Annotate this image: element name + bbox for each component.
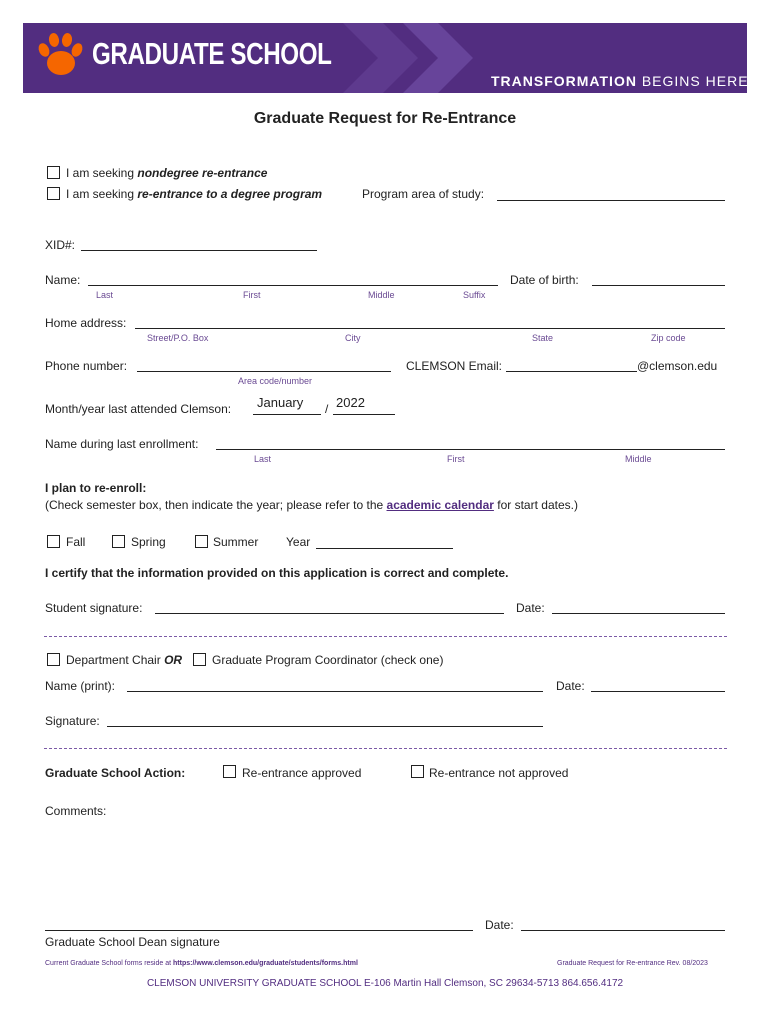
name-label: Name: — [45, 273, 81, 287]
name-sub-last: Last — [96, 290, 114, 300]
student-date-label: Date: — [516, 601, 545, 615]
phone-sub: Area code/number — [238, 376, 313, 386]
student-signature-field[interactable] — [155, 613, 504, 614]
department-chair-label: Department Chair OR — [66, 653, 183, 667]
forms-url-link[interactable]: https://www.clemson.edu/graduate/students/forms.html — [173, 960, 358, 967]
tiger-paw-icon — [36, 30, 86, 80]
enroll-sub-middle: Middle — [625, 454, 652, 464]
email-field[interactable] — [506, 371, 637, 372]
name-print-label: Name (print): — [45, 679, 116, 693]
header-tagline: TRANSFORMATION BEGINS HERE — [491, 73, 749, 89]
name-sub-middle: Middle — [368, 290, 395, 300]
comments-label: Comments: — [45, 804, 107, 818]
program-area-label: Program area of study: — [362, 187, 485, 201]
approved-label: Re-entrance approved — [242, 766, 362, 780]
program-area-field[interactable] — [497, 200, 725, 201]
fall-label: Fall — [66, 535, 86, 549]
academic-calendar-link[interactable]: academic calendar — [386, 498, 494, 512]
department-chair-checkbox[interactable] — [47, 653, 60, 666]
phone-field[interactable] — [137, 371, 391, 372]
last-attended-label: Month/year last attended Clemson: — [45, 402, 232, 416]
coordinator-label: Graduate Program Coordinator (check one) — [212, 653, 444, 667]
not-approved-label: Re-entrance not approved — [429, 766, 569, 780]
dean-signature-field[interactable] — [45, 930, 473, 931]
addr-sub-street: Street/P.O. Box — [147, 333, 209, 343]
dean-date-field[interactable] — [521, 930, 725, 931]
last-attended-separator: / — [325, 402, 329, 416]
certify-statement: I certify that the information provided on this application is correct and complete. — [45, 566, 509, 580]
name-print-field[interactable] — [127, 691, 543, 692]
forms-note: Current Graduate School forms reside at https://www.clemson.edu/graduate/students/forms.html — [45, 960, 358, 967]
address-field[interactable] — [135, 328, 725, 329]
addr-sub-city: City — [345, 333, 361, 343]
dean-date-label: Date: — [485, 918, 514, 932]
name-sub-suffix: Suffix — [463, 290, 486, 300]
addr-sub-zip: Zip code — [651, 333, 686, 343]
student-signature-label: Student signature: — [45, 601, 143, 615]
enroll-sub-first: First — [447, 454, 465, 464]
address-label: Home address: — [45, 316, 127, 330]
nondegree-checkbox[interactable] — [47, 166, 60, 179]
fall-checkbox[interactable] — [47, 535, 60, 548]
year-field[interactable] — [316, 548, 453, 549]
phone-label: Phone number: — [45, 359, 128, 373]
spring-checkbox[interactable] — [112, 535, 125, 548]
last-attended-year-field[interactable] — [333, 414, 395, 415]
form-title: Graduate Request for Re-Entrance — [253, 110, 517, 127]
enroll-sub-last: Last — [254, 454, 272, 464]
coordinator-checkbox[interactable] — [193, 653, 206, 666]
footer-address: CLEMSON UNIVERSITY GRADUATE SCHOOL E-106 Martin Hall Clemson, SC 29634-5713 864.656.4172 — [146, 978, 624, 989]
reenroll-instructions: (Check semester box, then indicate the year; please refer to the academic calendar for start dates.) — [45, 498, 578, 512]
summer-label: Summer — [213, 535, 259, 549]
name-field[interactable] — [88, 285, 498, 286]
email-suffix: @clemson.edu — [637, 359, 718, 373]
email-label: CLEMSON Email: — [406, 359, 503, 373]
department-date-field[interactable] — [591, 691, 725, 692]
not-approved-checkbox[interactable] — [411, 765, 424, 778]
last-attended-year-value: 2022 — [336, 395, 365, 410]
last-attended-month-value: January — [257, 395, 304, 410]
dean-signature-label: Graduate School Dean signature — [45, 935, 220, 949]
summer-checkbox[interactable] — [195, 535, 208, 548]
dob-field[interactable] — [592, 285, 725, 286]
action-label: Graduate School Action: — [45, 766, 186, 780]
revision-note: Graduate Request for Re-entrance Rev. 08/2023 — [557, 960, 708, 967]
dob-label: Date of birth: — [510, 273, 579, 287]
header-title: GRADUATE SCHOOL — [92, 36, 332, 71]
nondegree-label: I am seeking nondegree re-entrance — [66, 166, 268, 180]
last-attended-month-field[interactable] — [253, 414, 321, 415]
year-label: Year — [286, 535, 311, 549]
reenroll-heading: I plan to re-enroll: — [45, 481, 147, 495]
section-divider — [44, 636, 727, 637]
spring-label: Spring — [131, 535, 166, 549]
xid-field[interactable] — [81, 250, 317, 251]
student-date-field[interactable] — [552, 613, 725, 614]
enroll-name-field[interactable] — [216, 449, 725, 450]
department-signature-field[interactable] — [107, 726, 543, 727]
section-divider — [44, 748, 727, 749]
department-signature-label: Signature: — [45, 714, 100, 728]
addr-sub-state: State — [532, 333, 554, 343]
degree-checkbox[interactable] — [47, 187, 60, 200]
xid-label: XID#: — [45, 238, 76, 252]
degree-label: I am seeking re-entrance to a degree program — [66, 187, 323, 201]
department-date-label: Date: — [556, 679, 585, 693]
enroll-name-label: Name during last enrollment: — [45, 437, 199, 451]
name-sub-first: First — [243, 290, 261, 300]
approved-checkbox[interactable] — [223, 765, 236, 778]
